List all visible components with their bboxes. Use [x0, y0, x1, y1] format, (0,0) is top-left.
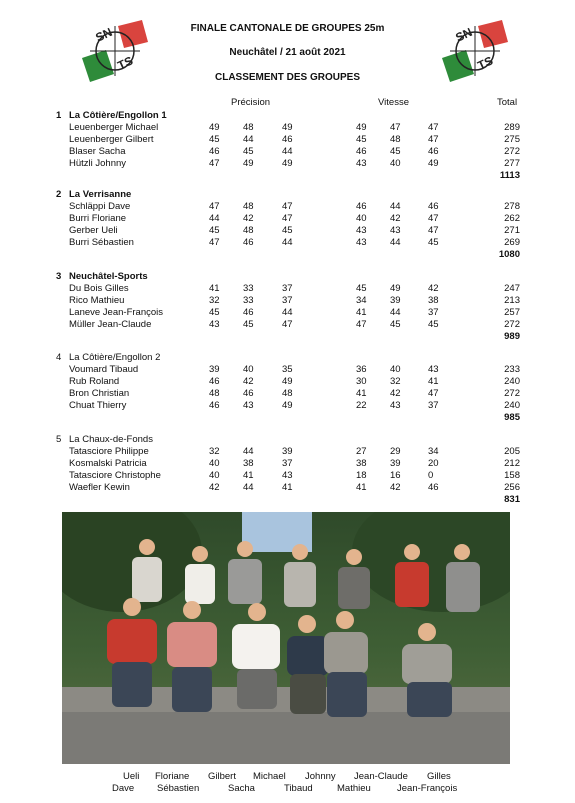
- precision-score: 43: [243, 400, 254, 411]
- vitesse-score: 41: [356, 307, 367, 318]
- vitesse-score: 44: [390, 307, 401, 318]
- vitesse-score: 41: [428, 376, 439, 387]
- group-rank: 3: [56, 271, 62, 282]
- precision-score: 49: [282, 122, 293, 133]
- caption-name: Jean-François: [397, 783, 458, 794]
- caption-name: Sébastien: [157, 783, 200, 794]
- precision-score: 49: [282, 376, 293, 387]
- vitesse-score: 46: [428, 482, 439, 493]
- shooter-total: 272: [504, 319, 520, 330]
- group-total: 1113: [499, 170, 520, 181]
- vitesse-score: 18: [356, 470, 367, 481]
- precision-score: 48: [282, 388, 293, 399]
- shooter-total: 212: [504, 458, 520, 469]
- shooter-name: Rub Roland: [69, 376, 120, 387]
- shooter-name: Hützli Johnny: [69, 158, 127, 169]
- shooter-name: Leuenberger Michael: [69, 122, 159, 133]
- precision-score: 46: [209, 400, 220, 411]
- precision-score: 44: [243, 482, 254, 493]
- precision-score: 39: [282, 446, 293, 457]
- precision-score: 40: [243, 364, 254, 375]
- shooter-total: 240: [504, 376, 520, 387]
- caption-name: Gilles: [427, 771, 451, 782]
- precision-score: 44: [282, 307, 293, 318]
- vitesse-score: 43: [390, 225, 401, 236]
- column-vitesse: Vitesse: [378, 97, 409, 108]
- precision-score: 37: [282, 283, 293, 294]
- precision-score: 47: [282, 201, 293, 212]
- table-row: [0, 201, 575, 213]
- caption-name: Tibaud: [284, 783, 313, 794]
- precision-score: 48: [243, 225, 254, 236]
- vitesse-score: 49: [428, 158, 439, 169]
- caption-name: Johnny: [305, 771, 336, 782]
- vitesse-score: 41: [356, 388, 367, 399]
- vitesse-score: 32: [390, 376, 401, 387]
- shooter-name: Tatasciore Philippe: [69, 446, 149, 457]
- vitesse-score: 30: [356, 376, 367, 387]
- vitesse-score: 47: [428, 388, 439, 399]
- vitesse-score: 42: [428, 283, 439, 294]
- shooter-total: 240: [504, 400, 520, 411]
- vitesse-score: 47: [356, 319, 367, 330]
- shooter-total: 269: [504, 237, 520, 248]
- vitesse-score: 40: [390, 364, 401, 375]
- shooter-name: Schläppi Dave: [69, 201, 131, 212]
- caption-name: Michael: [253, 771, 286, 782]
- vitesse-score: 46: [428, 201, 439, 212]
- vitesse-score: 37: [428, 307, 439, 318]
- caption-name: Gilbert: [208, 771, 236, 782]
- vitesse-score: 41: [356, 482, 367, 493]
- precision-score: 49: [209, 122, 220, 133]
- svg-text:TS: TS: [475, 53, 496, 73]
- precision-score: 49: [282, 400, 293, 411]
- vitesse-score: 34: [428, 446, 439, 457]
- precision-score: 41: [282, 482, 293, 493]
- table-row: [0, 237, 575, 249]
- shooter-total: 272: [504, 388, 520, 399]
- precision-score: 43: [282, 470, 293, 481]
- shooter-name: Waefler Kewin: [69, 482, 130, 493]
- caption-name: Jean-Claude: [354, 771, 408, 782]
- group-total: 985: [504, 412, 520, 423]
- column-precision: Précision: [231, 97, 271, 108]
- vitesse-score: 45: [428, 319, 439, 330]
- vitesse-score: 45: [390, 146, 401, 157]
- group-title: [56, 434, 153, 445]
- precision-score: 40: [209, 470, 220, 481]
- precision-score: 44: [243, 134, 254, 145]
- vitesse-score: 39: [390, 458, 401, 469]
- group-rank: 1: [56, 110, 62, 121]
- caption-front-row: [0, 783, 575, 795]
- precision-score: 45: [243, 319, 254, 330]
- shooter-name: Voumard Tibaud: [69, 364, 139, 375]
- group-title: [56, 271, 148, 282]
- vitesse-score: 22: [356, 400, 367, 411]
- shooter-name: Laneve Jean-François: [69, 307, 163, 318]
- caption-name: Mathieu: [337, 783, 371, 794]
- table-row: [0, 307, 575, 319]
- shooter-name: Blaser Sacha: [69, 146, 126, 157]
- precision-score: 43: [209, 319, 220, 330]
- page-title: FINALE CANTONALE DE GROUPES 25m: [190, 23, 385, 34]
- caption-name: Ueli: [123, 771, 140, 782]
- vitesse-score: 47: [428, 213, 439, 224]
- precision-score: 37: [282, 458, 293, 469]
- vitesse-score: 46: [428, 146, 439, 157]
- table-row: [0, 376, 575, 388]
- precision-score: 48: [209, 388, 220, 399]
- group-name: La Côtière/Engollon 1: [69, 110, 167, 121]
- shooter-name: Leuenberger Gilbert: [69, 134, 154, 145]
- precision-score: 37: [282, 295, 293, 306]
- precision-score: 41: [243, 470, 254, 481]
- vitesse-score: 42: [390, 213, 401, 224]
- shooter-total: 272: [504, 146, 520, 157]
- precision-score: 49: [243, 158, 254, 169]
- vitesse-score: 49: [356, 122, 367, 133]
- precision-score: 45: [209, 134, 220, 145]
- table-row: [0, 283, 575, 295]
- shooter-name: Chuat Thierry: [69, 400, 127, 411]
- table-row: [0, 364, 575, 376]
- precision-score: 46: [209, 146, 220, 157]
- shooter-total: 271: [504, 225, 520, 236]
- precision-score: 45: [243, 146, 254, 157]
- vitesse-score: 45: [356, 134, 367, 145]
- shooter-name: Kosmalski Patricia: [69, 458, 147, 469]
- precision-score: 45: [209, 307, 220, 318]
- vitesse-score: 40: [390, 158, 401, 169]
- vitesse-score: 44: [390, 201, 401, 212]
- vitesse-score: 43: [356, 158, 367, 169]
- column-total: Total: [497, 97, 518, 108]
- precision-score: 41: [209, 283, 220, 294]
- table-row: [0, 134, 575, 146]
- shooter-total: 205: [504, 446, 520, 457]
- table-row: [0, 400, 575, 412]
- precision-score: 47: [282, 213, 293, 224]
- precision-score: 33: [243, 295, 254, 306]
- shooter-total: 256: [504, 482, 520, 493]
- shooter-name: Du Bois Gilles: [69, 283, 129, 294]
- table-row: [0, 388, 575, 400]
- table-row: [0, 225, 575, 237]
- caption-back-row: [0, 771, 575, 783]
- shooter-name: Rico Mathieu: [69, 295, 125, 306]
- precision-score: 33: [243, 283, 254, 294]
- group-photo: [62, 512, 510, 764]
- vitesse-score: 37: [428, 400, 439, 411]
- vitesse-score: 40: [356, 213, 367, 224]
- group-rank: 5: [56, 434, 62, 445]
- precision-score: 45: [209, 225, 220, 236]
- shooter-total: 262: [504, 213, 520, 224]
- shooter-name: Bron Christian: [69, 388, 130, 399]
- group-name: La Côtière/Engollon 2: [69, 352, 161, 363]
- vitesse-score: 44: [390, 237, 401, 248]
- group-title: [56, 352, 160, 363]
- vitesse-score: 43: [356, 237, 367, 248]
- vitesse-score: 47: [428, 134, 439, 145]
- group-total: 1080: [498, 249, 520, 260]
- group-rank: 2: [56, 189, 62, 200]
- shooter-total: 233: [504, 364, 520, 375]
- vitesse-score: 43: [390, 400, 401, 411]
- shooter-total: 158: [504, 470, 520, 481]
- shooter-total: 277: [504, 158, 520, 169]
- vitesse-score: 47: [390, 122, 401, 133]
- svg-text:SN: SN: [93, 24, 115, 45]
- precision-score: 40: [209, 458, 220, 469]
- vitesse-score: 38: [356, 458, 367, 469]
- svg-text:SN: SN: [453, 24, 475, 45]
- precision-score: 44: [282, 146, 293, 157]
- precision-score: 46: [282, 134, 293, 145]
- caption-name: Sacha: [228, 783, 255, 794]
- table-row: [0, 213, 575, 225]
- vitesse-score: 42: [390, 388, 401, 399]
- shooter-total: 213: [504, 295, 520, 306]
- table-row: [0, 482, 575, 494]
- precision-score: 47: [209, 237, 220, 248]
- precision-score: 47: [282, 319, 293, 330]
- group-name: La Chaux-de-Fonds: [69, 434, 153, 445]
- precision-score: 44: [243, 446, 254, 457]
- precision-score: 32: [209, 446, 220, 457]
- precision-score: 46: [209, 376, 220, 387]
- group-title: [56, 189, 131, 200]
- section-title: CLASSEMENT DES GROUPES: [214, 72, 361, 83]
- shooter-total: 247: [504, 283, 520, 294]
- precision-score: 42: [209, 482, 220, 493]
- precision-score: 39: [209, 364, 220, 375]
- precision-score: 38: [243, 458, 254, 469]
- precision-score: 46: [243, 388, 254, 399]
- table-row: [0, 146, 575, 158]
- precision-score: 47: [209, 158, 220, 169]
- group-total: 989: [504, 331, 520, 342]
- precision-score: 48: [243, 122, 254, 133]
- vitesse-score: 46: [356, 201, 367, 212]
- table-row: [0, 458, 575, 470]
- shooter-total: 257: [504, 307, 520, 318]
- shooter-name: Burri Sébastien: [69, 237, 134, 248]
- group-title: [56, 110, 167, 121]
- vitesse-score: 27: [356, 446, 367, 457]
- vitesse-score: 45: [390, 319, 401, 330]
- vitesse-score: 46: [356, 146, 367, 157]
- table-row: [0, 319, 575, 331]
- table-row: [0, 122, 575, 134]
- vitesse-score: 34: [356, 295, 367, 306]
- table-row: [0, 295, 575, 307]
- vitesse-score: 38: [428, 295, 439, 306]
- vitesse-score: 47: [428, 225, 439, 236]
- precision-score: 46: [243, 307, 254, 318]
- precision-score: 49: [282, 158, 293, 169]
- precision-score: 42: [243, 213, 254, 224]
- vitesse-score: 43: [428, 364, 439, 375]
- event-subtitle: Neuchâtel / 21 août 2021: [229, 47, 346, 58]
- table-row: [0, 158, 575, 170]
- svg-text:TS: TS: [115, 53, 136, 73]
- shooter-total: 278: [504, 201, 520, 212]
- shooter-name: Müller Jean-Claude: [69, 319, 152, 330]
- precision-score: 46: [243, 237, 254, 248]
- vitesse-score: 16: [390, 470, 401, 481]
- caption-name: Floriane: [155, 771, 190, 782]
- vitesse-score: 20: [428, 458, 439, 469]
- precision-score: 48: [243, 201, 254, 212]
- precision-score: 35: [282, 364, 293, 375]
- vitesse-score: 0: [428, 470, 434, 481]
- group-name: Neuchâtel-Sports: [69, 271, 148, 282]
- group-total: 831: [504, 494, 520, 505]
- shooter-total: 289: [504, 122, 520, 133]
- group-name: La Verrisanne: [69, 189, 132, 200]
- precision-score: 42: [243, 376, 254, 387]
- table-row: [0, 470, 575, 482]
- vitesse-score: 29: [390, 446, 401, 457]
- vitesse-score: 36: [356, 364, 367, 375]
- vitesse-score: 45: [428, 237, 439, 248]
- vitesse-score: 45: [356, 283, 367, 294]
- shooter-name: Tatasciore Christophe: [69, 470, 161, 481]
- precision-score: 47: [209, 201, 220, 212]
- vitesse-score: 48: [390, 134, 401, 145]
- shooter-name: Gerber Ueli: [69, 225, 118, 236]
- vitesse-score: 43: [356, 225, 367, 236]
- shooter-total: 275: [504, 134, 520, 145]
- vitesse-score: 42: [390, 482, 401, 493]
- table-row: [0, 446, 575, 458]
- caption-name: Dave: [112, 783, 135, 794]
- vitesse-score: 49: [390, 283, 401, 294]
- group-rank: 4: [56, 352, 62, 363]
- vitesse-score: 39: [390, 295, 401, 306]
- precision-score: 45: [282, 225, 293, 236]
- precision-score: 44: [209, 213, 220, 224]
- precision-score: 44: [282, 237, 293, 248]
- vitesse-score: 47: [428, 122, 439, 133]
- precision-score: 32: [209, 295, 220, 306]
- shooter-name: Burri Floriane: [69, 213, 127, 224]
